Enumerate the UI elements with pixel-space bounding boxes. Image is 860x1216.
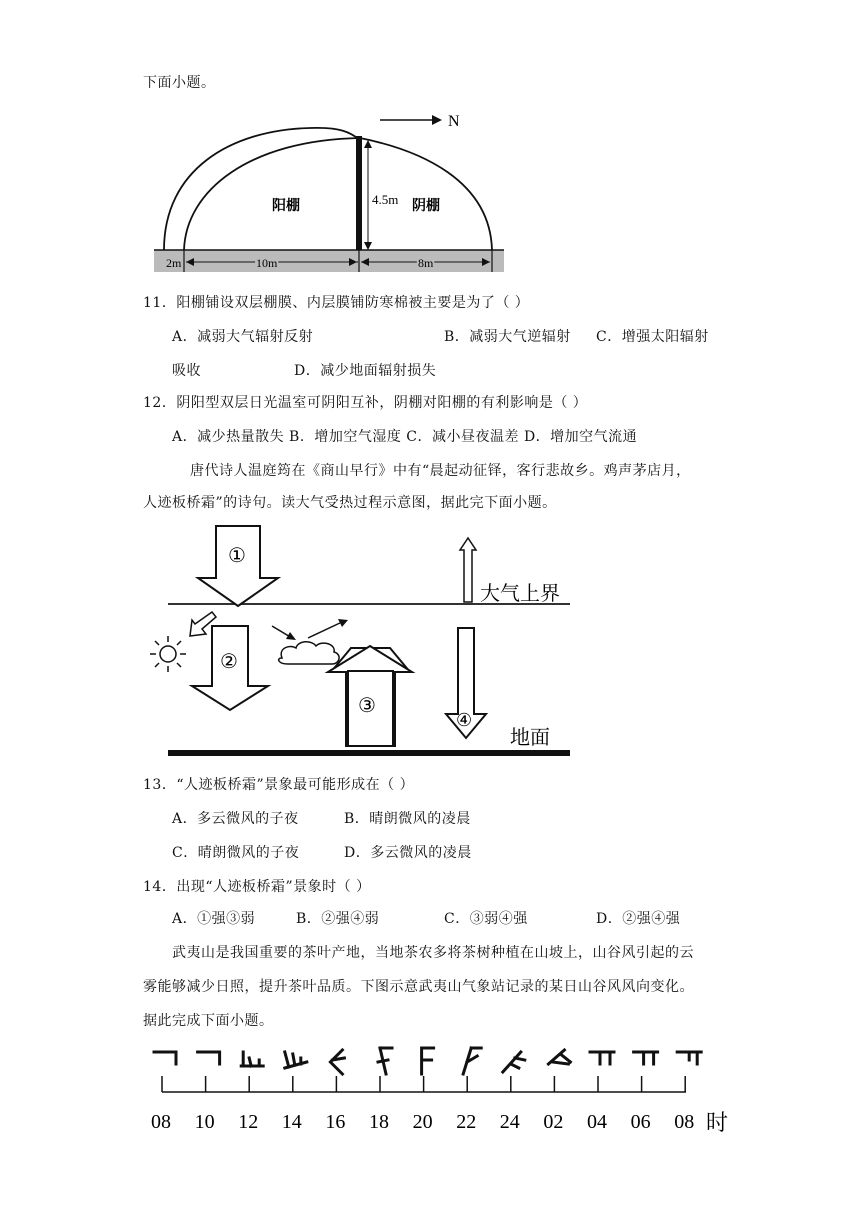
greenhouse-figure: [150, 100, 510, 278]
q13-option-b[interactable]: B．晴朗微风的凌晨: [344, 811, 471, 827]
wind-barb-icon: [590, 1052, 614, 1064]
arrow-4-label: ④: [456, 710, 473, 730]
wind-barb-icon: [330, 1050, 344, 1074]
width-10m: 10m: [256, 256, 278, 270]
time-tick-label: 08: [674, 1111, 695, 1133]
time-tick-label: 12: [238, 1111, 259, 1133]
q11-option-c-cont: 吸收: [172, 363, 201, 379]
passage3-line1: 武夷山是我国重要的茶叶产地，当地茶农多将茶树种植在山坡上，山谷风引起的云: [172, 945, 694, 961]
time-tick-label: 16: [325, 1111, 346, 1133]
ground-line: [168, 750, 570, 756]
q13-option-a[interactable]: A．多云微风的子夜: [172, 811, 299, 827]
wind-barb-icon: [285, 1052, 307, 1068]
wind-barb-icon: [378, 1048, 392, 1074]
q14-option-d[interactable]: D．②强④强: [596, 911, 681, 927]
top-of-atmosphere-label: 大气上界: [480, 583, 560, 605]
sunny-shed-arc: [184, 138, 360, 250]
time-tick-label: 18: [369, 1111, 389, 1133]
time-tick-label: 20: [412, 1111, 433, 1133]
wind-barb-icon: [548, 1050, 570, 1064]
intro-tail: 下面小题。: [143, 75, 216, 91]
time-tick-label: 22: [456, 1111, 477, 1133]
width-2m: 2m: [166, 256, 182, 270]
q12-options[interactable]: A．减少热量散失 B．增加空气湿度 C．减小昼夜温差 D．增加空气流通: [172, 429, 638, 445]
time-tick-label: 04: [587, 1111, 607, 1133]
wind-barb-icon: [198, 1052, 220, 1064]
time-tick-label: 10: [194, 1111, 215, 1133]
time-tick-label: 06: [630, 1111, 651, 1133]
q14-option-a[interactable]: A．①强③弱: [172, 911, 256, 927]
q14-stem: 14．出现“人迹板桥霜”景象时（ ）: [143, 879, 371, 895]
wind-barb-icon: [463, 1048, 481, 1074]
time-tick-label: 14: [281, 1111, 302, 1133]
atmosphere-heating-figure: [140, 518, 590, 764]
q11-stem: 11．阳棚铺设双层棚膜、内层膜铺防寒棉被主要是为了（ ）: [143, 295, 530, 311]
q11-option-d[interactable]: D．减少地面辐射损失: [294, 363, 437, 379]
wind-direction-figure: [140, 1040, 740, 1140]
passage2-line1: 唐代诗人温庭筠在《商山早行》中有“晨起动征铎，客行悲故乡。鸡声茅店月，: [190, 463, 691, 479]
wind-barb-icon: [503, 1052, 525, 1072]
q13-option-d[interactable]: D．多云微风的凌晨: [344, 845, 472, 861]
passage2-line2: 人迹板桥霜”的诗句。读大气受热过程示意图，据此完下面小题。: [143, 495, 557, 511]
shady-shed-label: 阴棚: [412, 199, 440, 214]
q11-option-c[interactable]: C．增强太阳辐射: [596, 329, 709, 345]
height-label: 4.5m: [372, 192, 399, 207]
time-tick-label: 08: [151, 1111, 171, 1133]
wind-barb-icon: [422, 1048, 434, 1074]
time-tick-label: 02: [543, 1111, 564, 1133]
passage3-line3: 据此完成下面小题。: [143, 1013, 274, 1029]
q13-stem: 13．“人迹板桥霜”景象最可能形成在（ ）: [143, 777, 415, 793]
q11-option-a[interactable]: A．减弱大气辐射反射: [172, 329, 314, 345]
wind-barb-icon: [677, 1052, 701, 1064]
wind-barb-icon: [241, 1052, 263, 1066]
wind-barb-icon: [154, 1052, 176, 1064]
time-unit-label: 时: [706, 1110, 729, 1135]
passage3-line2: 雾能够减少日照，提升茶叶品质。下图示意武夷山气象站记录的某日山谷风风向变化。: [143, 979, 694, 995]
ground-label: 地面: [510, 727, 550, 749]
q12-stem: 12．阴阳型双层日光温室可阴阳互补，阴棚对阳棚的有利影响是（ ）: [143, 395, 588, 411]
arrow-2-label: ②: [220, 651, 238, 673]
q11-option-b[interactable]: B．减弱大气逆辐射: [444, 329, 571, 345]
arrow-1-label: ①: [228, 545, 246, 567]
q13-option-c[interactable]: C．晴朗微风的子夜: [172, 845, 300, 861]
width-8m: 8m: [418, 256, 434, 270]
q14-option-c[interactable]: C．③弱④强: [444, 911, 528, 927]
cloud-icon: [279, 642, 339, 664]
outgoing-arrow: [460, 538, 476, 602]
north-label: N: [448, 113, 460, 130]
ground-strip: [154, 250, 504, 272]
sunny-shed-label: 阳棚: [272, 199, 300, 214]
q14-option-b[interactable]: B．②强④弱: [296, 911, 380, 927]
wind-barb-icon: [634, 1052, 658, 1064]
time-tick-label: 24: [499, 1111, 520, 1133]
greenhouse-outer-arc: [164, 128, 360, 250]
arrow-3-label: ③: [358, 695, 376, 717]
sun-icon: [150, 636, 186, 672]
middle-wall: [356, 136, 362, 250]
